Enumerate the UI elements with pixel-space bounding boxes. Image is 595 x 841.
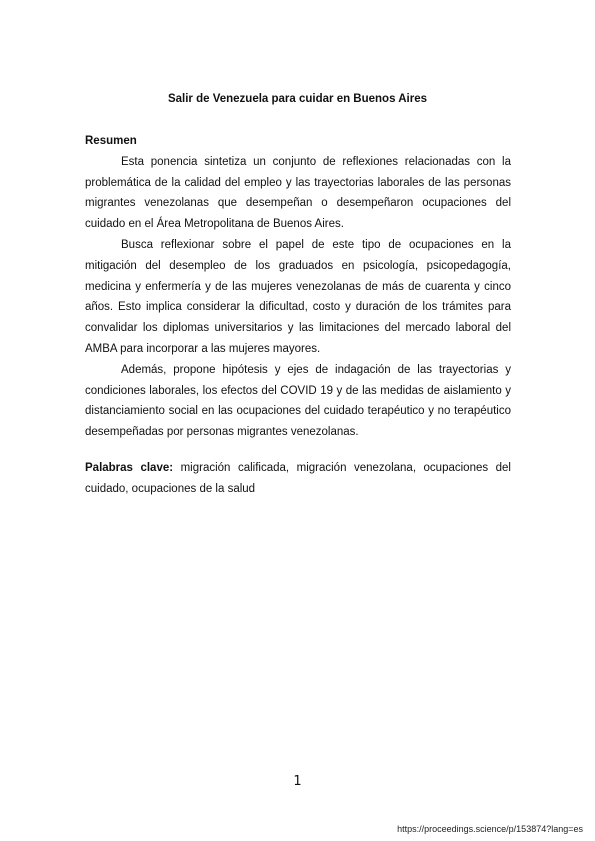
page-number: 1: [293, 774, 302, 789]
abstract-paragraph-2: Busca reflexionar sobre el papel de este tipo de ocupaciones en la mitigación del desempleo de los graduados en psicología, psicopedagogía, medicina y enfermería y de las mujeres venezolanas de más de cuarenta y cinco años. Esto implica considerar la dificultad, costo y duración de los trámites para convalidar los diplomas universitarios y las limitaciones del mercado laboral del AMBA para incorporar a las mujeres mayores.: [85, 238, 511, 355]
keywords-line: [85, 458, 511, 500]
keywords-label: Palabras clave:: [85, 461, 174, 474]
abstract-heading: Resumen: [85, 135, 137, 147]
footer-url[interactable]: https://proceedings.science/p/153874?lang=es: [397, 824, 583, 834]
document-body: [85, 131, 511, 500]
abstract-paragraph-1: Esta ponencia sintetiza un conjunto de reflexiones relacionadas con la problemática de la calidad del empleo y las trayectorias laborales de las personas migrantes venezolanas que desempeñan o desempeñaron ocupaciones del cuidado en el Área Metropolitana de Buenos Aires.: [85, 155, 511, 231]
keywords-text: migración calificada, migración venezolana, ocupaciones del cuidado, ocupaciones de la salud: [85, 461, 511, 495]
abstract-paragraph-3: Además, propone hipótesis y ejes de indagación de las trayectorias y condiciones laborales, los efectos del COVID 19 y de las medidas de aislamiento y distanciamiento social en las ocupaciones del cuidado terapéutico y no terapéutico desempeñadas por personas migrantes venezolanas.: [85, 363, 511, 439]
document-title: Salir de Venezuela para cuidar en Buenos Aires: [167, 93, 428, 105]
